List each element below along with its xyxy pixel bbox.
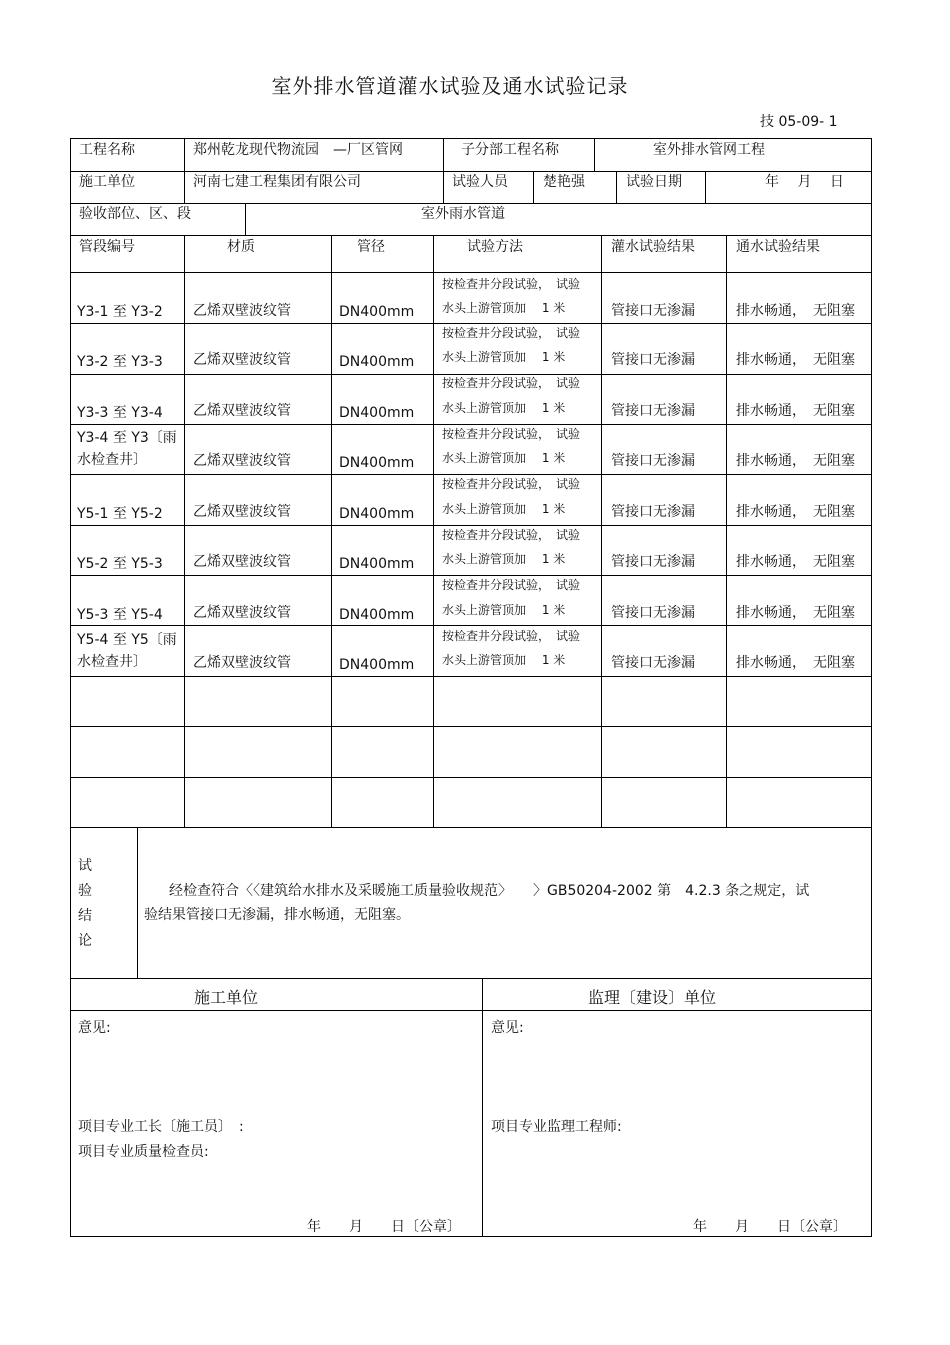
row-method-line1: 按检查井分段试验， 试验 <box>442 629 581 643</box>
row-divider <box>71 1010 871 1011</box>
col-divider <box>137 827 138 978</box>
col-header-fill-result: 灌水试验结果 <box>611 239 695 255</box>
contractor-opinion-label: 意见: <box>78 1020 111 1036</box>
col-header-material: 材质 <box>227 239 255 255</box>
col-divider <box>184 235 185 827</box>
row-material: 乙烯双壁波纹管 <box>193 303 291 319</box>
row-segment: Y3-3 至 Y3-4 <box>77 405 163 421</box>
row-fill-result: 管接口无渗漏 <box>611 504 695 520</box>
row-method-line2: 水头上游管顶加 1 米 <box>442 451 566 465</box>
form-code: 技 05-09- 1 <box>760 114 838 130</box>
supervisor-section-title: 监理〔建设〕单位 <box>588 988 717 1007</box>
row-method-line2: 水头上游管顶加 1 米 <box>442 653 566 667</box>
row-divider <box>71 726 871 727</box>
row-segment-line2: 水检查井〕 <box>77 452 147 468</box>
location-value: 室外雨水管道 <box>421 206 505 222</box>
row-fill-result: 管接口无渗漏 <box>611 352 695 368</box>
row-divider <box>71 474 871 475</box>
row-flow-result: 排水畅通， 无阻塞 <box>736 605 855 621</box>
col-divider <box>616 171 617 203</box>
tester-label: 试验人员 <box>452 174 508 190</box>
row-diameter: DN400mm <box>339 304 415 320</box>
row-method-line2: 水头上游管顶加 1 米 <box>442 301 566 315</box>
row-divider <box>71 676 871 677</box>
row-divider <box>71 777 871 778</box>
col-divider <box>245 203 246 235</box>
project-value: 郑州乾龙现代物流园 —厂区管网 <box>193 142 403 158</box>
row-divider <box>71 525 871 526</box>
col-header-flow-result: 通水试验结果 <box>736 239 820 255</box>
row-diameter: DN400mm <box>339 354 415 370</box>
row-segment: Y5-2 至 Y5-3 <box>77 556 163 572</box>
row-method-line1: 按检查井分段试验， 试验 <box>442 376 581 390</box>
row-divider <box>71 235 871 236</box>
row-method-line1: 按检查井分段试验， 试验 <box>442 326 581 340</box>
record-table <box>70 138 872 1237</box>
row-segment-line1: Y3-4 至 Y3〔雨 <box>77 430 177 446</box>
row-fill-result: 管接口无渗漏 <box>611 303 695 319</box>
row-divider <box>71 272 871 273</box>
col-divider <box>601 235 602 827</box>
row-segment: Y3-1 至 Y3-2 <box>77 304 163 320</box>
row-segment: Y5-3 至 Y5-4 <box>77 607 163 623</box>
row-diameter: DN400mm <box>339 506 415 522</box>
conclusion-text-line1: 经检查符合〈〈建筑给水排水及采暖施工质量验收规范〉 〉GB50204-2002 第 4.2.3 条之规定，试 <box>169 883 810 899</box>
row-material: 乙烯双壁波纹管 <box>193 655 291 671</box>
col-divider <box>184 139 185 203</box>
page-title: 室外排水管道灌水试验及通水试验记录 <box>271 74 629 98</box>
row-method-line1: 按检查井分段试验， 试验 <box>442 578 581 592</box>
row-method-line1: 按检查井分段试验， 试验 <box>442 477 581 491</box>
row-divider <box>71 625 871 626</box>
col-divider <box>533 171 534 203</box>
row-method-line2: 水头上游管顶加 1 米 <box>442 552 566 566</box>
col-divider <box>331 235 332 827</box>
contractor-section-title: 施工单位 <box>194 988 259 1007</box>
col-divider <box>726 235 727 827</box>
conclusion-label-char: 试 <box>78 858 92 874</box>
conclusion-label-char: 结 <box>78 908 92 924</box>
row-segment: Y3-2 至 Y3-3 <box>77 354 163 370</box>
row-material: 乙烯双壁波纹管 <box>193 352 291 368</box>
subproject-label: 子分部工程名称 <box>461 142 559 158</box>
row-flow-result: 排水畅通， 无阻塞 <box>736 303 855 319</box>
row-flow-result: 排水畅通， 无阻塞 <box>736 453 855 469</box>
row-method-line1: 按检查井分段试验， 试验 <box>442 277 581 291</box>
row-flow-result: 排水畅通， 无阻塞 <box>736 403 855 419</box>
foreman-signature-label: 项目专业工长〔施工员〕 : <box>78 1119 244 1135</box>
row-divider <box>71 827 871 828</box>
row-method-line2: 水头上游管顶加 1 米 <box>442 401 566 415</box>
row-divider <box>71 323 871 324</box>
row-flow-result: 排水畅通， 无阻塞 <box>736 352 855 368</box>
row-diameter: DN400mm <box>339 455 415 471</box>
row-method-line2: 水头上游管顶加 1 米 <box>442 603 566 617</box>
row-fill-result: 管接口无渗漏 <box>611 453 695 469</box>
conclusion-label-char: 验 <box>78 883 92 899</box>
col-header-diameter: 管径 <box>357 239 385 255</box>
col-divider <box>433 235 434 827</box>
supervisor-signature-label: 项目专业监理工程师: <box>491 1119 622 1135</box>
row-diameter: DN400mm <box>339 405 415 421</box>
row-fill-result: 管接口无渗漏 <box>611 655 695 671</box>
col-divider <box>482 978 483 1237</box>
row-method-line2: 水头上游管顶加 1 米 <box>442 350 566 364</box>
row-material: 乙烯双壁波纹管 <box>193 554 291 570</box>
subproject-value: 室外排水管网工程 <box>653 142 765 158</box>
row-segment: Y5-1 至 Y5-2 <box>77 506 163 522</box>
row-method-line1: 按检查井分段试验， 试验 <box>442 427 581 441</box>
row-flow-result: 排水畅通， 无阻塞 <box>736 554 855 570</box>
date-value: 年 月 日 <box>765 174 844 190</box>
row-divider <box>71 575 871 576</box>
row-fill-result: 管接口无渗漏 <box>611 403 695 419</box>
date-label: 试验日期 <box>626 174 682 190</box>
supervisor-opinion-label: 意见: <box>491 1020 524 1036</box>
row-method-line1: 按检查井分段试验， 试验 <box>442 528 581 542</box>
col-divider <box>594 139 595 171</box>
row-fill-result: 管接口无渗漏 <box>611 554 695 570</box>
supervisor-date-seal: 年 月 日〔公章〕 <box>693 1219 847 1235</box>
row-divider <box>71 978 871 979</box>
row-material: 乙烯双壁波纹管 <box>193 453 291 469</box>
col-header-segment: 管段编号 <box>79 239 135 255</box>
col-divider <box>705 171 706 203</box>
row-diameter: DN400mm <box>339 556 415 572</box>
location-label: 验收部位、区、段 <box>79 206 191 222</box>
col-header-method: 试验方法 <box>467 239 523 255</box>
row-flow-result: 排水畅通， 无阻塞 <box>736 504 855 520</box>
row-fill-result: 管接口无渗漏 <box>611 605 695 621</box>
row-divider <box>71 424 871 425</box>
row-segment-line2: 水检查井〕 <box>77 654 147 670</box>
contractor-date-seal: 年 月 日〔公章〕 <box>307 1219 461 1235</box>
row-flow-result: 排水畅通， 无阻塞 <box>736 655 855 671</box>
inspector-signature-label: 项目专业质量检查员: <box>78 1144 209 1160</box>
conclusion-text-line2: 验结果管接口无渗漏，排水畅通，无阻塞。 <box>144 907 410 923</box>
row-method-line2: 水头上游管顶加 1 米 <box>442 502 566 516</box>
row-divider <box>71 171 871 172</box>
row-material: 乙烯双壁波纹管 <box>193 605 291 621</box>
row-material: 乙烯双壁波纹管 <box>193 504 291 520</box>
row-diameter: DN400mm <box>339 607 415 623</box>
contractor-value: 河南七建工程集团有限公司 <box>193 174 361 190</box>
row-segment-line1: Y5-4 至 Y5〔雨 <box>77 632 177 648</box>
row-diameter: DN400mm <box>339 657 415 673</box>
project-label: 工程名称 <box>79 142 135 158</box>
contractor-label: 施工单位 <box>79 174 135 190</box>
row-divider <box>71 203 871 204</box>
conclusion-label-char: 论 <box>78 933 92 949</box>
col-divider <box>443 139 444 203</box>
row-material: 乙烯双壁波纹管 <box>193 403 291 419</box>
tester-value: 楚艳强 <box>543 174 585 190</box>
